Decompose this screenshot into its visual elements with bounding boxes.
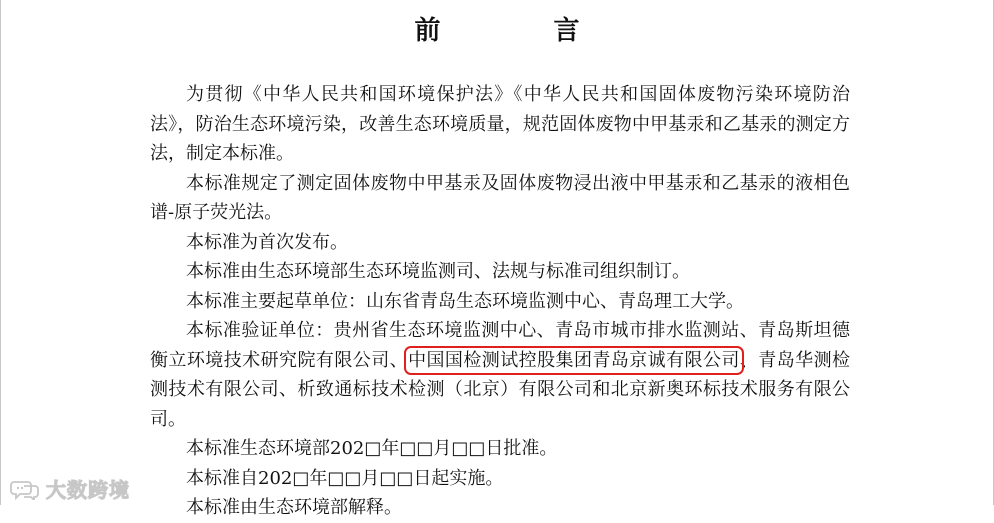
watermark-text: 大数跨境	[46, 478, 130, 502]
chat-bubble-logo-icon	[10, 478, 40, 500]
verification-units-text-b: 、青岛华测检测技术有限公司、析致通标技术检测（北京）有限公司和北京新奥环标技术服务有限公司。	[150, 349, 851, 430]
paragraph-purpose: 为贯彻《中华人民共和国环境保护法》《中华人民共和国固体废物污染环境防治法》，防治生态环境污染，改善生态环境质量，规范固体废物中甲基汞和乙基汞的测定方法，制定本标准。	[150, 84, 850, 164]
watermark	[10, 474, 130, 503]
paragraph-approval-date: 本标准生态环境部202□年□□月□□日批准。	[186, 438, 558, 459]
page-title: 前 言	[414, 16, 632, 46]
paragraph-interpretation: 本标准由生态环境部解释。	[186, 497, 402, 518]
document-body	[150, 80, 850, 523]
paragraph-drafting-units: 本标准主要起草单位：山东省青岛生态环境监测中心、青岛理工大学。	[186, 290, 744, 312]
paragraph-verification-units	[150, 316, 850, 434]
verification-units-text-a: 本标准验证单位：贵州省生态环境监测中心、青岛市城市排水监测站、青岛斯坦德衡立环境技术研究院有限公司、	[150, 320, 850, 371]
paragraph-first-release: 本标准为首次发布。	[186, 231, 348, 253]
highlighted-organization: 中国国检测试控股集团青岛京诚有限公司	[408, 349, 740, 371]
paragraph-scope: 本标准规定了测定固体废物中甲基汞及固体废物浸出液中甲基汞和乙基汞的液相色谱-原子荧光法。	[150, 172, 850, 223]
page-border-left	[0, 0, 1, 505]
paragraph-organizer: 本标准由生态环境部生态环境监测司、法规与标准司组织制订。	[186, 261, 690, 282]
paragraph-effective-date: 本标准自202□年□□月□□日起实施。	[186, 467, 504, 489]
